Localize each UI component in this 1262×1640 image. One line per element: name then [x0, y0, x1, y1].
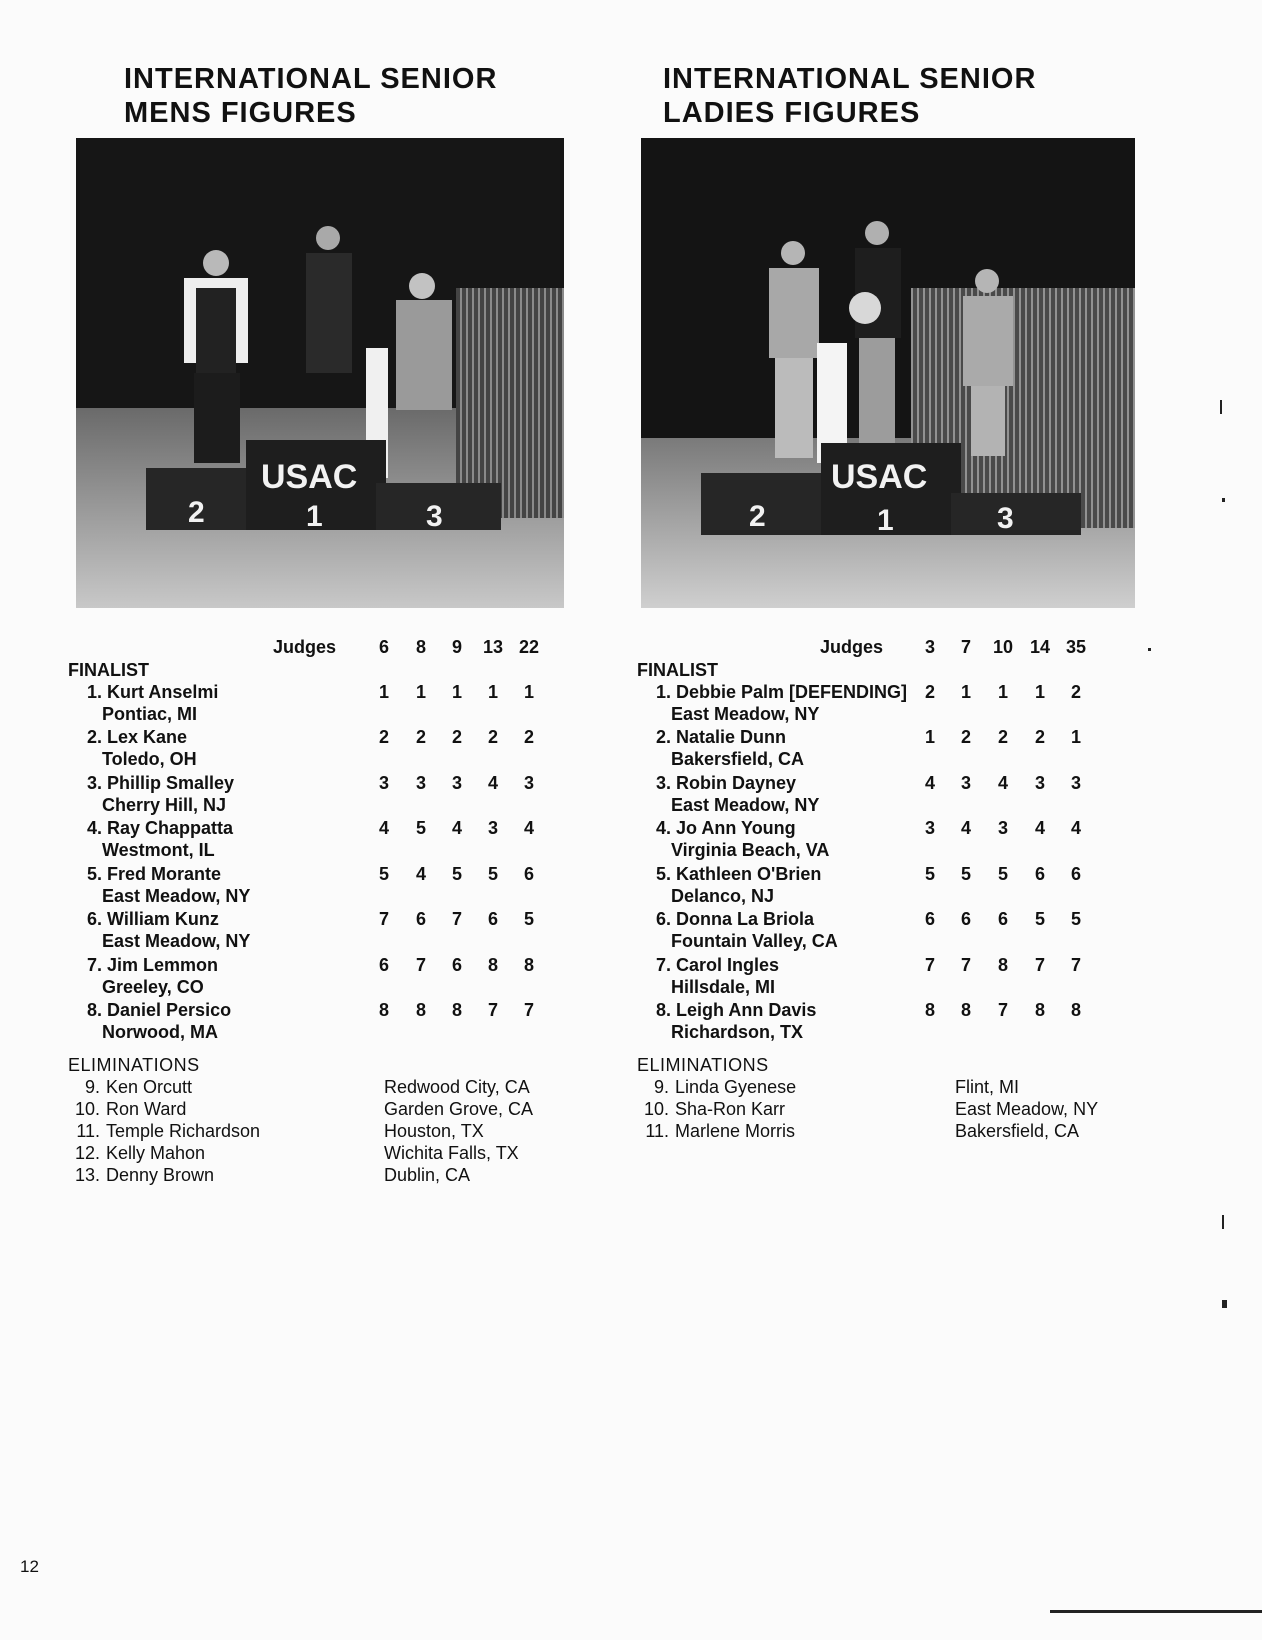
- mens-judge-number: 6: [378, 637, 389, 657]
- judge-score: 3: [378, 772, 389, 793]
- elimination-row: [68, 1142, 628, 1164]
- finalist-row: [68, 817, 628, 863]
- judge-score: 8: [997, 954, 1008, 975]
- mens-eliminations-label: ELIMINATIONS: [68, 1054, 200, 1075]
- judge-score: 7: [1070, 954, 1081, 975]
- judge-score: 2: [997, 727, 1008, 747]
- judge-score: 7: [487, 1000, 498, 1020]
- scan-mark: [1222, 1300, 1227, 1308]
- finalist-row: [637, 772, 1197, 818]
- elimination-name: Kelly Mahon: [106, 1142, 206, 1163]
- finalist-rank: 6.: [86, 909, 102, 929]
- mens-podium-2: 2: [188, 496, 205, 529]
- elimination-rank: 11.: [645, 1120, 669, 1141]
- ladies-podium-2: 2: [749, 500, 766, 533]
- judge-score: 1: [523, 681, 534, 702]
- elimination-rank: 10.: [643, 1098, 669, 1119]
- judge-score: 6: [415, 909, 426, 929]
- finalist-rank: 6.: [655, 909, 671, 929]
- finalist-name-text: Natalie Dunn: [676, 727, 787, 747]
- judge-score: 2: [523, 727, 534, 747]
- elimination-rank: 9.: [653, 1076, 669, 1097]
- judge-score: 4: [415, 863, 426, 884]
- elimination-rank: 10.: [74, 1098, 100, 1119]
- elimination-name: Linda Gyenese: [675, 1076, 797, 1097]
- judge-score: 2: [378, 727, 389, 747]
- finalist-location: East Meadow, NY: [671, 703, 820, 724]
- elimination-name: Denny Brown: [106, 1164, 215, 1185]
- judge-score: 4: [487, 772, 498, 793]
- finalist-location: East Meadow, NY: [671, 794, 820, 815]
- finalist-name-text: Daniel Persico: [107, 1000, 232, 1020]
- judge-score: 4: [1034, 818, 1045, 838]
- finalist-rank: 1.: [655, 681, 671, 702]
- judge-score: 6: [378, 954, 389, 975]
- finalist-rank: 4.: [655, 818, 671, 838]
- mens-judge-number: 13: [482, 637, 504, 657]
- judge-score: 4: [1070, 818, 1081, 838]
- elimination-row: [637, 1120, 1197, 1142]
- finalist-name-text: Robin Dayney: [676, 772, 797, 793]
- judge-score: 1: [997, 681, 1008, 702]
- elimination-rank: 12.: [74, 1142, 100, 1163]
- judge-score: 1: [960, 681, 971, 702]
- mens-podium-photo: [76, 138, 564, 608]
- finalist-name: [637, 817, 796, 840]
- mens-judges-row: [68, 636, 628, 659]
- mens-judge-number: 9: [451, 637, 462, 657]
- finalist-name: [68, 726, 187, 749]
- finalist-name: [637, 726, 786, 749]
- ladies-section: [637, 62, 1197, 1142]
- ladies-podium-3: 3: [997, 502, 1014, 535]
- finalist-row: [637, 908, 1197, 954]
- ladies-title-line1: INTERNATIONAL SENIOR: [663, 63, 1037, 95]
- finalist-name-text: Kathleen O'Brien: [676, 863, 822, 884]
- finalist-row: [68, 863, 628, 909]
- ladies-banner-text: USAC: [831, 458, 928, 496]
- finalist-row: [637, 817, 1197, 863]
- judge-score: 7: [960, 954, 971, 975]
- judge-score: 8: [451, 1000, 462, 1020]
- judge-score: 8: [1034, 1000, 1045, 1020]
- ladies-judge-number: 10: [992, 637, 1014, 657]
- judge-score: 1: [1034, 681, 1045, 702]
- finalist-location: Greeley, CO: [102, 976, 204, 997]
- finalist-row: [68, 772, 628, 818]
- elimination-name: Ken Orcutt: [106, 1076, 193, 1097]
- mens-section: [68, 62, 628, 1186]
- judge-score: 5: [960, 863, 971, 884]
- finalist-location: Westmont, IL: [102, 840, 215, 860]
- ladies-judges-row: [637, 636, 1197, 659]
- judge-score: 4: [523, 818, 534, 838]
- ladies-eliminations-list: [637, 1076, 1197, 1142]
- ladies-judge-number: 14: [1029, 637, 1051, 657]
- finalist-name: [68, 863, 221, 886]
- finalist-rank: 2.: [86, 727, 102, 747]
- finalist-rank: 7.: [655, 954, 671, 975]
- judge-score: 2: [487, 727, 498, 747]
- elimination-location: Bakersfield, CA: [955, 1120, 1080, 1141]
- judge-score: 8: [924, 1000, 935, 1020]
- mens-judge-number: 22: [518, 637, 540, 657]
- finalist-name-text: Phillip Smalley: [107, 772, 235, 793]
- judge-score: 2: [924, 681, 935, 702]
- elimination-name: Temple Richardson: [106, 1120, 261, 1141]
- ladies-judge-number: 7: [960, 637, 971, 657]
- finalist-name: [637, 681, 907, 704]
- elimination-rank: 13.: [74, 1164, 100, 1185]
- finalist-rank: 5.: [655, 863, 671, 884]
- elimination-location: Flint, MI: [955, 1076, 1020, 1097]
- judge-score: 7: [451, 909, 462, 929]
- ladies-judges-label: Judges: [820, 637, 884, 657]
- judge-score: 5: [487, 863, 498, 884]
- finalist-rank: 3.: [655, 772, 671, 793]
- judge-score: 5: [378, 863, 389, 884]
- finalist-name-text: Ray Chappatta: [107, 818, 234, 838]
- judge-score: 8: [523, 954, 534, 975]
- judge-score: 3: [487, 818, 498, 838]
- elimination-location: Houston, TX: [384, 1120, 484, 1141]
- elimination-location: Garden Grove, CA: [384, 1098, 534, 1119]
- scan-edge-line: [1050, 1610, 1262, 1613]
- finalist-name: [68, 954, 218, 977]
- ladies-judge-number: 35: [1065, 637, 1087, 657]
- finalist-name: [68, 908, 219, 931]
- elimination-name: Ron Ward: [106, 1098, 187, 1119]
- finalist-rank: 8.: [655, 1000, 671, 1020]
- finalist-row: [637, 863, 1197, 909]
- judge-score: 5: [415, 818, 426, 838]
- finalist-rank: 8.: [86, 1000, 102, 1020]
- mens-judge-number: 8: [415, 637, 426, 657]
- finalist-location: Hillsdale, MI: [671, 976, 776, 997]
- judge-score: 2: [451, 727, 462, 747]
- judge-score: 1: [924, 727, 935, 747]
- mens-podium-3: 3: [426, 500, 443, 533]
- finalist-rank: 3.: [86, 772, 102, 793]
- judge-score: 8: [960, 1000, 971, 1020]
- finalist-rank: 2.: [655, 727, 671, 747]
- finalist-row: [68, 999, 628, 1045]
- elimination-location: Wichita Falls, TX: [384, 1142, 519, 1163]
- judge-score: 3: [523, 772, 534, 793]
- finalist-rank: 5.: [86, 863, 102, 884]
- finalist-row: [68, 908, 628, 954]
- judge-score: 6: [451, 954, 462, 975]
- judge-score: 1: [1070, 727, 1081, 747]
- finalist-name-text: Lex Kane: [107, 727, 188, 747]
- finalist-name-text: Jim Lemmon: [107, 954, 219, 975]
- finalist-rank: 4.: [86, 818, 102, 838]
- finalist-location: Toledo, OH: [102, 749, 197, 769]
- mens-finalists-list: [68, 681, 628, 1045]
- finalist-rank: 7.: [86, 954, 102, 975]
- finalist-location: Bakersfield, CA: [671, 749, 805, 769]
- finalist-row: [637, 999, 1197, 1045]
- finalist-row: [68, 726, 628, 772]
- finalist-rank: 1.: [86, 681, 102, 702]
- judge-score: 4: [451, 818, 462, 838]
- mens-title: [124, 62, 628, 130]
- judge-score: 5: [523, 909, 534, 929]
- finalist-location: Delanco, NJ: [671, 885, 775, 906]
- finalist-row: [68, 681, 628, 727]
- mens-eliminations-list: [68, 1076, 628, 1186]
- finalist-name: [68, 681, 218, 704]
- mens-title-line2: MENS FIGURES: [124, 97, 357, 129]
- elimination-name: Marlene Morris: [675, 1120, 796, 1141]
- judge-score: 3: [924, 818, 935, 838]
- judge-score: 5: [1070, 909, 1081, 929]
- judge-score: 3: [415, 772, 426, 793]
- ladies-podium-1: 1: [877, 504, 894, 537]
- finalist-location: Fountain Valley, CA: [671, 931, 838, 951]
- judge-score: 4: [924, 772, 935, 793]
- judge-score: 1: [451, 681, 462, 702]
- judge-score: 3: [1034, 772, 1045, 793]
- ladies-finalists-list: [637, 681, 1197, 1045]
- scan-mark: [1148, 648, 1151, 651]
- judge-score: 8: [1070, 1000, 1081, 1020]
- finalist-location: Richardson, TX: [671, 1022, 804, 1042]
- elimination-row: [68, 1120, 628, 1142]
- finalist-name: [637, 954, 779, 977]
- elimination-name: Sha-Ron Karr: [675, 1098, 786, 1119]
- mens-results: [68, 636, 628, 1186]
- judge-score: 2: [1070, 681, 1081, 702]
- judge-score: 3: [1070, 772, 1081, 793]
- mens-banner-text: USAC: [261, 458, 358, 496]
- judge-score: 3: [960, 772, 971, 793]
- ladies-eliminations-label: ELIMINATIONS: [637, 1054, 769, 1075]
- finalist-name-text: Fred Morante: [107, 863, 222, 884]
- judge-score: 6: [960, 909, 971, 929]
- judge-score: 2: [415, 727, 426, 747]
- judge-score: 1: [378, 681, 389, 702]
- judge-score: 3: [997, 818, 1008, 838]
- ladies-finalist-label: FINALIST: [637, 659, 718, 680]
- mens-title-line1: INTERNATIONAL SENIOR: [124, 63, 498, 95]
- elimination-row: [68, 1164, 628, 1186]
- judge-score: 4: [997, 772, 1008, 793]
- mens-podium-1: 1: [306, 500, 323, 533]
- judge-score: 5: [924, 863, 935, 884]
- elimination-row: [637, 1098, 1197, 1120]
- finalist-location: Virginia Beach, VA: [671, 840, 830, 860]
- judge-score: 5: [1034, 909, 1045, 929]
- scan-mark: [1220, 400, 1222, 414]
- finalist-location: Norwood, MA: [102, 1022, 218, 1042]
- judge-score: 2: [1034, 727, 1045, 747]
- finalist-location: Pontiac, MI: [102, 703, 198, 724]
- judge-score: 6: [1070, 863, 1081, 884]
- ladies-judge-number: 3: [924, 637, 935, 657]
- elimination-location: East Meadow, NY: [955, 1098, 1099, 1119]
- finalist-name: [68, 817, 233, 840]
- elimination-location: Redwood City, CA: [384, 1076, 530, 1097]
- finalist-name: [637, 908, 814, 931]
- judge-score: 6: [924, 909, 935, 929]
- finalist-location: Cherry Hill, NJ: [102, 794, 227, 815]
- finalist-name: [637, 772, 796, 795]
- elimination-row: [637, 1076, 1197, 1098]
- judge-score: 8: [415, 1000, 426, 1020]
- judge-score: 8: [487, 954, 498, 975]
- finalist-name: [68, 772, 234, 795]
- judge-score: 1: [487, 681, 498, 702]
- judge-score: 8: [378, 1000, 389, 1020]
- elimination-row: [68, 1076, 628, 1098]
- judge-score: 6: [523, 863, 534, 884]
- judge-score: 7: [997, 1000, 1008, 1020]
- ladies-title-line2: LADIES FIGURES: [663, 97, 921, 129]
- judge-score: 4: [378, 818, 389, 838]
- finalist-row: [637, 954, 1197, 1000]
- judge-score: 5: [997, 863, 1008, 884]
- finalist-name-text: Jo Ann Young: [676, 818, 796, 838]
- finalist-name: [68, 999, 231, 1022]
- page-number: 12: [20, 1557, 39, 1576]
- judge-score: 7: [523, 1000, 534, 1020]
- finalist-name: [637, 863, 821, 886]
- judge-score: 6: [487, 909, 498, 929]
- judge-score: 7: [924, 954, 935, 975]
- judge-score: 7: [415, 954, 426, 975]
- elimination-location: Dublin, CA: [384, 1164, 471, 1185]
- mens-finalist-label: FINALIST: [68, 659, 149, 680]
- mens-podium-photo-svg: [76, 138, 564, 608]
- scan-mark: [1222, 498, 1225, 502]
- ladies-results: [637, 636, 1197, 1142]
- judge-score: 6: [1034, 863, 1045, 884]
- judge-score: 3: [451, 772, 462, 793]
- finalist-location: East Meadow, NY: [102, 931, 251, 951]
- judge-score: 4: [960, 818, 971, 838]
- finalist-name: [637, 999, 816, 1022]
- finalist-name-text: Carol Ingles: [676, 954, 780, 975]
- judge-score: 1: [415, 681, 426, 702]
- elimination-rank: 11.: [76, 1120, 100, 1141]
- finalist-name-text: Debbie Palm [DEFENDING]: [676, 681, 908, 702]
- finalist-row: [68, 954, 628, 1000]
- mens-judges-label: Judges: [273, 637, 337, 657]
- finalist-name-text: William Kunz: [107, 909, 219, 929]
- elimination-rank: 9.: [84, 1076, 100, 1097]
- ladies-title: [663, 62, 1197, 130]
- finalist-location: East Meadow, NY: [102, 885, 251, 906]
- judge-score: 7: [1034, 954, 1045, 975]
- finalist-row: [637, 726, 1197, 772]
- ladies-podium-photo-svg: [641, 138, 1135, 608]
- judge-score: 2: [960, 727, 971, 747]
- ladies-podium-photo: [641, 138, 1135, 608]
- finalist-row: [637, 681, 1197, 727]
- scan-mark: [1222, 1215, 1224, 1229]
- finalist-name-text: Kurt Anselmi: [107, 681, 219, 702]
- finalist-name-text: Donna La Briola: [676, 909, 815, 929]
- finalist-name-text: Leigh Ann Davis: [676, 1000, 817, 1020]
- elimination-row: [68, 1098, 628, 1120]
- judge-score: 7: [378, 909, 389, 929]
- judge-score: 6: [997, 909, 1008, 929]
- judge-score: 5: [451, 863, 462, 884]
